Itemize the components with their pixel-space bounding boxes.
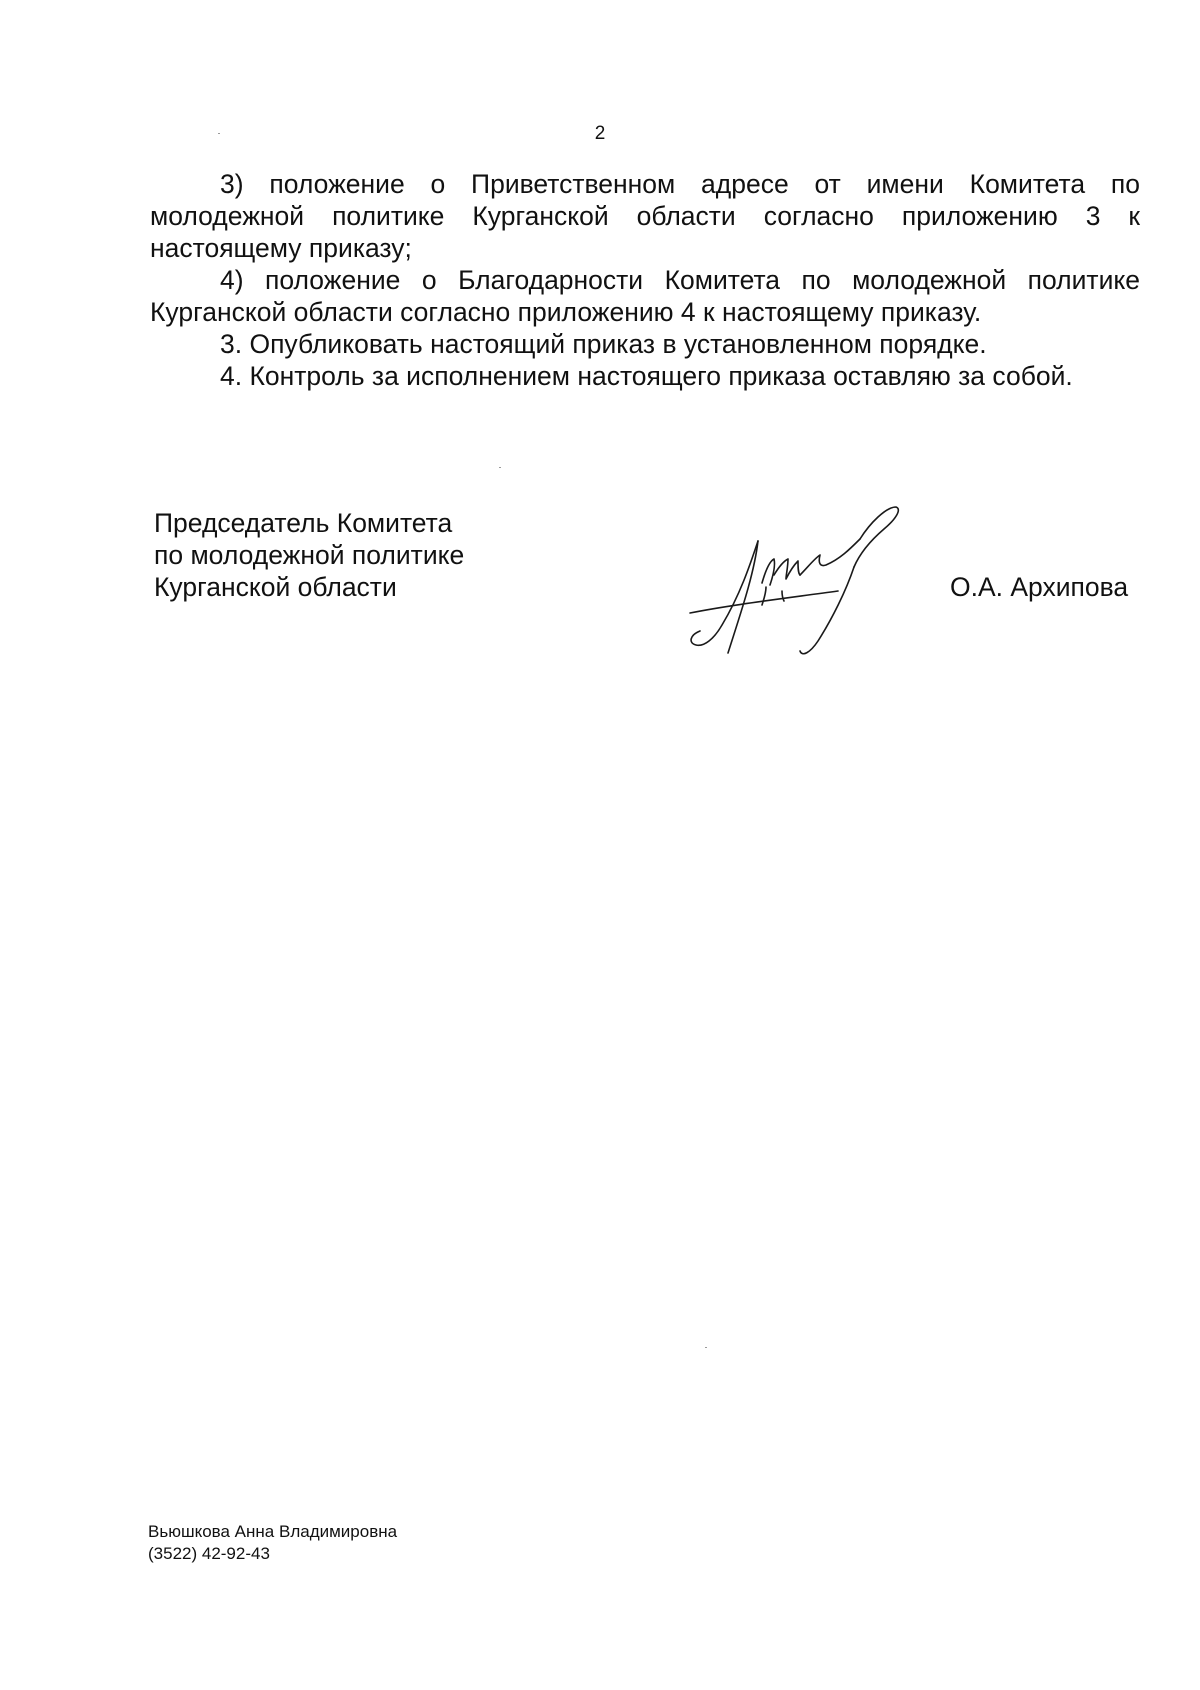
handwritten-signature (670, 495, 940, 665)
position-line: по молодежной политике (154, 540, 465, 570)
executor-phone: (3522) 42-92-43 (148, 1544, 270, 1563)
signatory-name: О.А. Архипова (950, 572, 1129, 602)
executor-name: Вьюшкова Анна Владимировна (148, 1522, 398, 1541)
position-line: Курганской области (154, 572, 397, 602)
paragraph-control: 4. Контроль за исполнением настоящего приказа оставляю за собой. (220, 361, 1073, 391)
scan-speck (499, 467, 501, 468)
paragraph-item-4: 4) положение о Благодарности Комитета по молодежной политике Курганской области согласно приложению 4 к настоящему приказу. (150, 265, 1140, 327)
signatory-position (154, 507, 464, 603)
position-line: Председатель Комитета (154, 508, 453, 538)
paragraph-item-3: 3) положение о Приветственном адресе от имени Комитета по молодежной политике Курганской области согласно приложению 3 к настоящему приказу; (150, 169, 1140, 263)
scan-speck (705, 1347, 707, 1348)
executor-info (148, 1521, 397, 1565)
document-body (150, 168, 1140, 392)
scan-speck (218, 133, 220, 134)
page-number: 2 (594, 123, 606, 144)
paragraph-publish: 3. Опубликовать настоящий приказ в установленном порядке. (220, 329, 987, 359)
